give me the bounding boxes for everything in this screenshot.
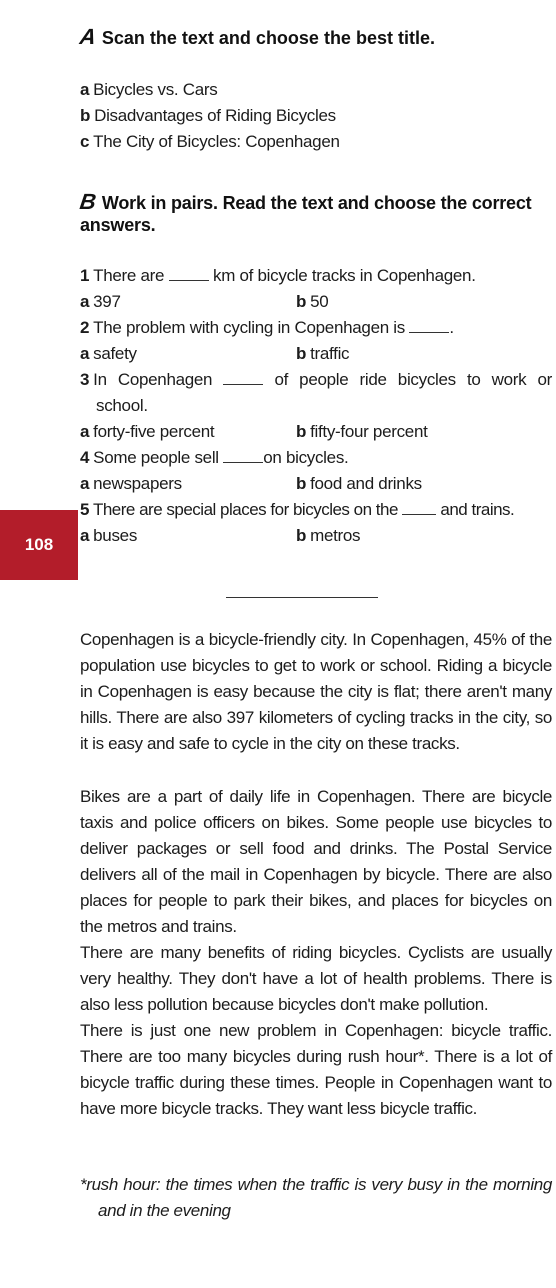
section-a-option: b Disadvantages of Riding Bicycles [80, 106, 336, 125]
section-a-letter: A [78, 24, 98, 49]
section-a-instruction: Scan the text and choose the best title. [101, 28, 435, 48]
question-5-option-b: b metros [296, 526, 361, 545]
answer-blank [169, 266, 209, 281]
page-number-tab [0, 510, 78, 580]
question-3-option-a: a forty-five percent [80, 422, 215, 441]
question-5-option-a: a buses [80, 526, 138, 545]
answer-blank [409, 318, 449, 333]
question-4: 4 Some people sell on bicycles. [80, 448, 349, 467]
question-2: 2 The problem with cycling in Copenhagen is . [80, 318, 454, 337]
question-3-option-b: b fifty-four percent [296, 422, 428, 441]
section-b-heading [80, 191, 550, 236]
question-4-option-a: a newspapers [80, 474, 182, 493]
question-2-option-b: b traffic [296, 344, 350, 363]
question-2-option-a: a safety [80, 344, 137, 363]
answer-blank [402, 500, 436, 515]
reading-paragraph-3: There are many benefits of riding bicycles. Cyclists are usually very healthy. They don't have a lot of health problems. There is also less pollution because bicycles don't make pollution. [80, 943, 552, 1014]
question-5: 5 There are special places for bicycles on the and trains. [80, 500, 515, 519]
answer-blank [223, 448, 263, 463]
answer-blank [223, 370, 263, 385]
divider-line [226, 597, 378, 598]
reading-paragraph-1: Copenhagen is a bicycle-friendly city. In Copenhagen, 45% of the population use bicycles to get to work or school. Riding a bicycle in Copenhagen is easy because the city is flat; there aren't many hills. There are also 397 kilometers of cycling tracks in the city, so it is easy and safe to cycle in the city on these tracks. [80, 630, 552, 753]
question-1-option-b: b 50 [296, 292, 329, 311]
question-3-continued: school. [96, 396, 148, 415]
question-4-option-b: b food and drinks [296, 474, 422, 493]
question-1-option-a: a 397 [80, 292, 121, 311]
question-1: 1 There are km of bicycle tracks in Copenhagen. [80, 266, 476, 285]
question-3: 3 In Copenhagen of people ride bicycles to work or [80, 370, 552, 389]
reading-paragraph-2: Bikes are a part of daily life in Copenhagen. There are bicycle taxis and police officers on bikes. Some people use bicycles to deliver packages or sell food and drinks. The Postal Service delivers all of the mail in Copenhagen by bicycle. There are also places for people to park their bikes, and places for bicycles on the metros and trains. [80, 787, 552, 936]
page-number: 108 [24, 535, 54, 554]
section-b-letter: B [78, 189, 98, 214]
section-a-option: a Bicycles vs. Cars [80, 80, 218, 99]
section-a-option: c The City of Bicycles: Copenhagen [80, 132, 340, 151]
reading-paragraph-4: There is just one new problem in Copenhagen: bicycle traffic. There are too many bicycles during rush hour*. There is a lot of bicycle traffic during these times. People in Copenhagen want to have more bicycle tracks. They want less bicycle traffic. [80, 1021, 552, 1118]
section-b-instruction: Work in pairs. Read the text and choose the correct answers. [80, 193, 532, 235]
footnote: *rush hour: the times when the traffic is very busy in the morning and in the evening [80, 1175, 552, 1220]
section-a-heading [80, 26, 550, 49]
